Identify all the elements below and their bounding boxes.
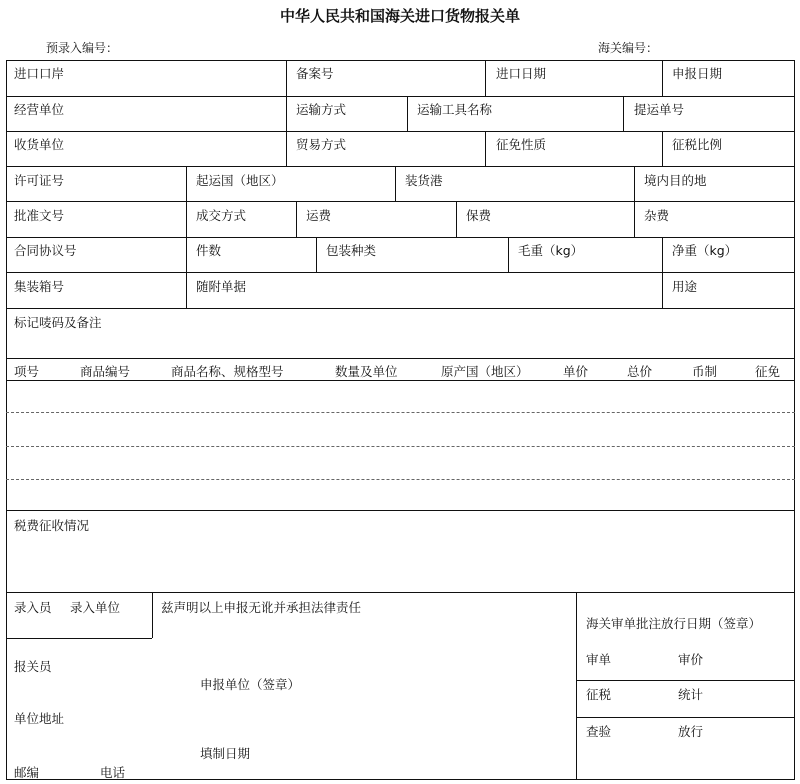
row-divider <box>6 358 795 359</box>
col-divider <box>286 60 287 96</box>
declaration-date-label: 申报日期 <box>672 66 723 81</box>
origin-header: 原产国（地区） <box>441 364 529 379</box>
approval-number-label: 批准文号 <box>14 208 65 223</box>
attached-documents-label: 随附单据 <box>196 279 247 294</box>
col-divider <box>662 272 663 308</box>
col-divider <box>296 201 297 237</box>
cell-divider <box>576 717 795 718</box>
cell-divider <box>6 638 152 639</box>
entry-unit-label: 录入单位 <box>70 600 121 615</box>
col-divider <box>186 237 187 272</box>
col-divider <box>576 592 577 780</box>
bill-of-lading-label: 提运单号 <box>634 102 685 117</box>
marks-remarks-label: 标记唛码及备注 <box>14 315 102 330</box>
row-divider <box>6 96 795 97</box>
loading-port-label: 装货港 <box>405 173 443 188</box>
row-divider <box>6 592 795 593</box>
exemption-nature-label: 征免性质 <box>496 137 547 152</box>
col-divider <box>662 131 663 166</box>
declaration-form-frame <box>6 60 795 780</box>
form-title: 中华人民共和国海关进口货物报关单 <box>279 7 520 25</box>
col-divider <box>485 131 486 166</box>
license-number-label: 许可证号 <box>14 173 65 188</box>
container-number-label: 集装箱号 <box>14 279 65 294</box>
document-review-label: 审单 <box>586 652 612 667</box>
col-divider <box>407 96 408 131</box>
cell-divider <box>576 680 795 681</box>
item-dashed-line <box>6 479 795 480</box>
commodity-name-header: 商品名称、规格型号 <box>171 364 284 379</box>
col-divider <box>623 96 624 131</box>
col-divider <box>662 60 663 96</box>
tax-levy-label: 征税 <box>586 687 612 702</box>
item-dashed-line <box>6 412 795 413</box>
trade-mode-label: 贸易方式 <box>296 137 347 152</box>
package-type-label: 包装种类 <box>326 243 377 258</box>
record-number-label: 备案号 <box>296 66 334 81</box>
insurance-label: 保费 <box>466 208 492 223</box>
contract-number-label: 合同协议号 <box>14 243 77 258</box>
origin-country-label: 起运国（地区） <box>196 173 284 188</box>
customs-approval-label: 海关审单批注放行日期（签章） <box>586 616 762 631</box>
transport-mode-label: 运输方式 <box>296 102 347 117</box>
item-no-header: 项号 <box>14 364 40 379</box>
col-divider <box>508 237 509 272</box>
commodity-code-header: 商品编号 <box>80 364 131 379</box>
col-divider <box>634 201 635 237</box>
import-date-label: 进口日期 <box>496 66 547 81</box>
col-divider <box>456 201 457 237</box>
col-divider <box>186 201 187 237</box>
col-divider <box>395 166 396 201</box>
row-divider <box>6 237 795 238</box>
item-dashed-line <box>6 446 795 447</box>
domestic-destination-label: 境内目的地 <box>644 173 707 188</box>
col-divider <box>485 60 486 96</box>
misc-fee-label: 杂费 <box>644 208 670 223</box>
vehicle-name-label: 运输工具名称 <box>417 102 493 117</box>
customs-number-label: 海关编号： <box>598 41 659 55</box>
col-divider <box>662 237 663 272</box>
freight-label: 运费 <box>306 208 332 223</box>
col-divider <box>152 592 153 638</box>
row-divider <box>6 272 795 273</box>
consignee-label: 收货单位 <box>14 137 65 152</box>
inspection-label: 查验 <box>586 724 612 739</box>
declaring-unit-seal-label: 申报单位（签章） <box>200 677 301 692</box>
row-divider <box>6 380 795 381</box>
col-divider <box>316 237 317 272</box>
tax-collection-label: 税费征收情况 <box>14 518 90 533</box>
fill-date-label: 填制日期 <box>200 746 251 761</box>
release-label: 放行 <box>678 724 704 739</box>
col-divider <box>186 272 187 308</box>
unit-address-label: 单位地址 <box>14 711 65 726</box>
net-weight-label: 净重（kg） <box>672 243 738 258</box>
usage-label: 用途 <box>672 279 698 294</box>
col-divider <box>286 96 287 131</box>
exemption-header: 征免 <box>755 364 781 379</box>
col-divider <box>286 131 287 166</box>
packages-label: 件数 <box>196 243 222 258</box>
operating-unit-label: 经营单位 <box>14 102 65 117</box>
unit-price-header: 单价 <box>563 364 589 379</box>
quantity-unit-header: 数量及单位 <box>335 364 398 379</box>
col-divider <box>186 166 187 201</box>
row-divider <box>6 166 795 167</box>
tax-rate-label: 征税比例 <box>672 137 723 152</box>
statistics-label: 统计 <box>678 687 704 702</box>
price-review-label: 审价 <box>678 652 704 667</box>
entry-port-label: 进口口岸 <box>14 66 65 81</box>
entry-clerk-label: 录入员 <box>14 600 52 615</box>
row-divider <box>6 510 795 511</box>
pre-entry-number-label: 预录入编号： <box>46 41 119 55</box>
row-divider <box>6 131 795 132</box>
phone-label: 电话 <box>100 765 126 780</box>
postcode-label: 邮编 <box>14 765 40 780</box>
row-divider <box>6 201 795 202</box>
declaration-statement: 兹声明以上申报无讹并承担法律责任 <box>161 600 362 615</box>
col-divider <box>634 166 635 201</box>
currency-header: 币制 <box>692 364 718 379</box>
transaction-mode-label: 成交方式 <box>196 208 247 223</box>
total-price-header: 总价 <box>627 364 653 379</box>
row-divider <box>6 308 795 309</box>
gross-weight-label: 毛重（kg） <box>518 243 584 258</box>
customs-broker-label: 报关员 <box>14 659 52 674</box>
